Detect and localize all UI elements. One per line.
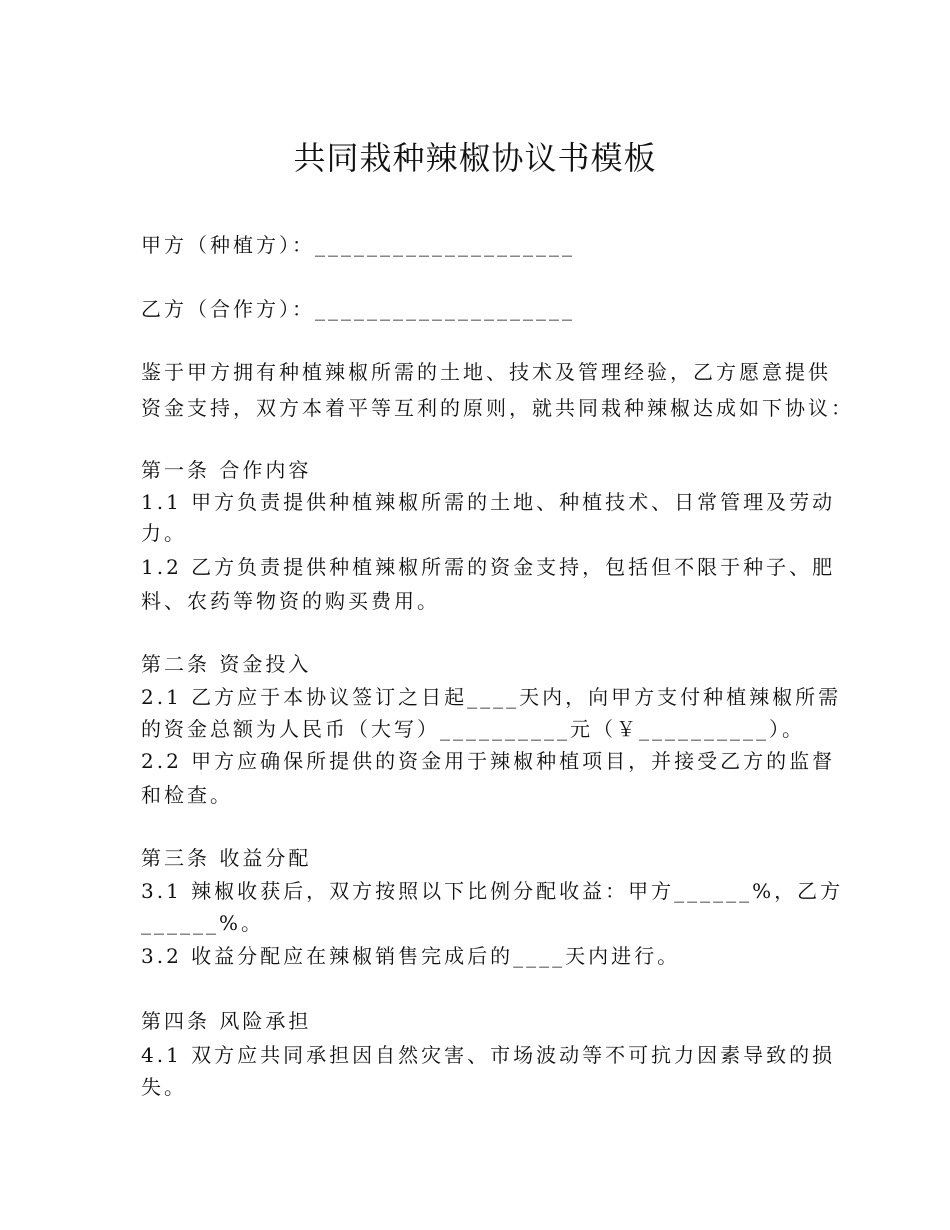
- section-3-heading: 第三条 收益分配: [141, 846, 312, 870]
- section-2-line-4: 和检查。: [141, 783, 233, 807]
- section-2-line-1: 2.1 乙方应于本协议签订之日起____天内，向甲方支付种植辣椒所需: [141, 685, 842, 709]
- section-2-line-2: 的资金总额为人民币（大写）__________元（￥__________）。: [141, 717, 805, 741]
- section-3-line-1: 3.1 辣椒收获后，双方按照以下比例分配收益：甲方______%，乙方: [141, 879, 844, 903]
- section-1-line-1: 1.1 甲方负责提供种植辣椒所需的土地、种植技术、日常管理及劳动: [141, 490, 836, 514]
- preamble-line-1: 鉴于甲方拥有种植辣椒所需的土地、技术及管理经验，乙方愿意提供: [141, 360, 831, 384]
- preamble-line-2: 资金支持，双方本着平等互利的原则，就共同栽种辣椒达成如下协议：: [141, 396, 854, 420]
- section-4-line-1: 4.1 双方应共同承担因自然灾害、市场波动等不可抗力因素导致的损: [141, 1043, 836, 1067]
- section-4-line-2: 失。: [141, 1075, 187, 1099]
- document-title: 共同栽种辣椒协议书模板: [293, 139, 657, 177]
- section-2-heading: 第二条 资金投入: [141, 652, 312, 676]
- party-b-line: 乙方（合作方）：____________________: [141, 297, 575, 321]
- section-3-line-3: 3.2 收益分配应在辣椒销售完成后的____天内进行。: [141, 944, 681, 968]
- section-1-heading: 第一条 合作内容: [141, 458, 312, 482]
- section-4-heading: 第四条 风险承担: [141, 1009, 312, 1033]
- section-1-line-3: 1.2 乙方负责提供种植辣椒所需的资金支持，包括但不限于种子、肥: [141, 555, 836, 579]
- section-3-line-2: ______%。: [141, 911, 265, 935]
- section-1-line-2: 力。: [141, 521, 187, 545]
- section-2-line-3: 2.2 甲方应确保所提供的资金用于辣椒种植项目，并接受乙方的监督: [141, 749, 836, 773]
- section-1-line-4: 料、农药等物资的购买费用。: [141, 589, 440, 613]
- party-a-line: 甲方（种植方）：____________________: [141, 233, 575, 257]
